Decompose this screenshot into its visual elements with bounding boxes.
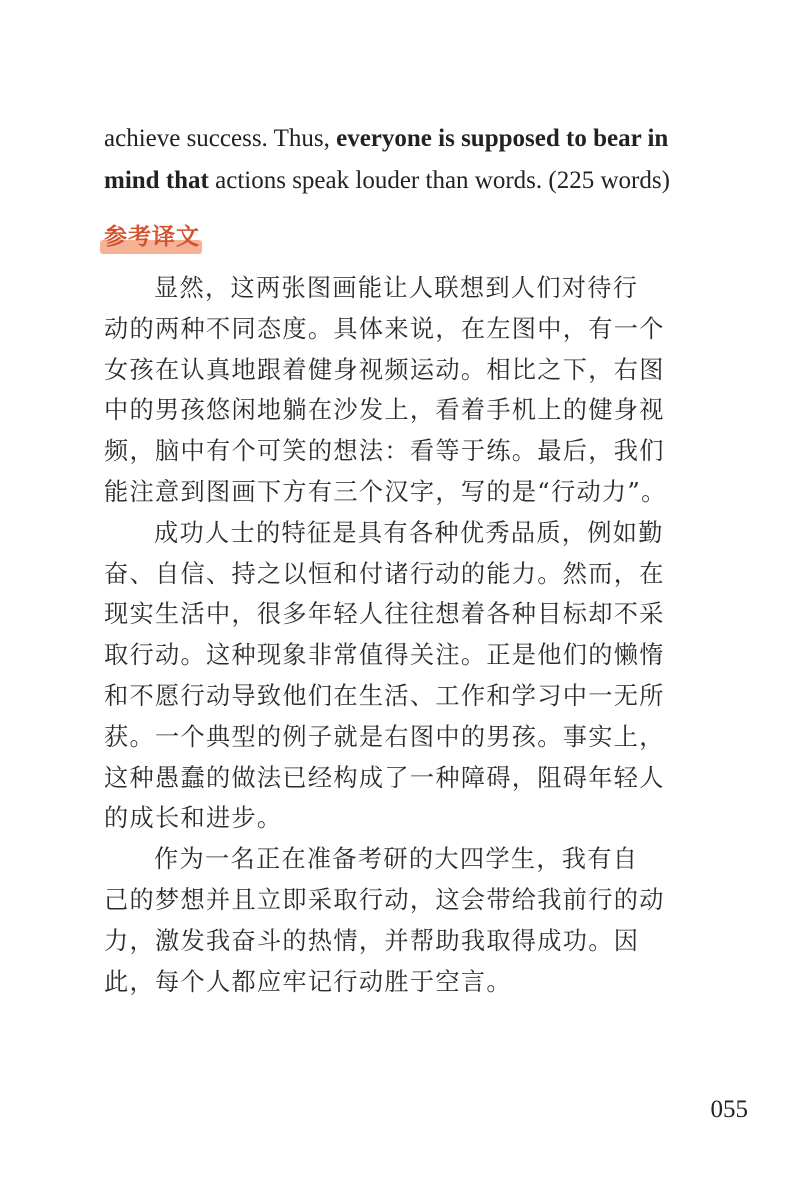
text-line: 取行动。这种现象非常值得关注。正是他们的懒惰 bbox=[104, 641, 665, 670]
section-heading bbox=[104, 222, 200, 252]
text-line: 力，激发我奋斗的热情，并帮助我取得成功。因 bbox=[104, 926, 640, 955]
text-line: 女孩在认真地跟着健身视频运动。相比之下，右图 bbox=[104, 355, 665, 384]
english-line-2-bold: mind that bbox=[104, 167, 209, 194]
text-line: 显然，这两张图画能让人联想到人们对待行 bbox=[154, 274, 639, 302]
text-line: 和不愿行动导致他们在生活、工作和学习中一无所 bbox=[104, 681, 665, 710]
page-number: 055 bbox=[710, 1096, 748, 1123]
text-line: 中的男孩悠闲地躺在沙发上，看着手机上的健身视 bbox=[104, 396, 665, 425]
paragraph-1 bbox=[104, 268, 704, 513]
text-line: 作为一名正在准备考研的大四学生，我有自 bbox=[154, 845, 639, 874]
text-line: 现实生活中，很多年轻人往往想着各种目标却不采 bbox=[104, 600, 665, 629]
text-line: 能注意到图画下方有三个汉字，写的是“行动力”。 bbox=[104, 477, 667, 506]
text-line: 获。一个典型的例子就是右图中的男孩。事实上， bbox=[104, 722, 665, 751]
heading-text: 参考译文 bbox=[104, 223, 200, 250]
english-line-1-bold: everyone is supposed to bear in bbox=[336, 125, 669, 152]
paragraph-2 bbox=[104, 513, 704, 839]
text-line: 成功人士的特征是具有各种优秀品质，例如勤 bbox=[154, 518, 664, 547]
text-line: 奋、自信、持之以恒和付诸行动的能力。然而，在 bbox=[104, 559, 665, 588]
english-essay-ending bbox=[104, 118, 704, 202]
english-line-1-normal: achieve success. Thus, bbox=[104, 125, 337, 152]
english-line-2 bbox=[104, 160, 704, 202]
text-line: 这种愚蠢的做法已经构成了一种障碍，阻碍年轻人 bbox=[104, 763, 665, 792]
english-line-1 bbox=[104, 118, 704, 160]
text-line: 此，每个人都应牢记行动胜于空言。 bbox=[104, 967, 512, 996]
chinese-translation bbox=[104, 268, 704, 1002]
text-line: 的成长和进步。 bbox=[104, 804, 283, 833]
text-line: 己的梦想并且立即采取行动，这会带给我前行的动 bbox=[104, 885, 665, 914]
text-line: 动的两种不同态度。具体来说，在左图中，有一个 bbox=[104, 314, 665, 343]
text-line: 频，脑中有个可笑的想法：看等于练。最后，我们 bbox=[104, 437, 665, 466]
english-line-2-normal: actions speak louder than words. (225 words) bbox=[208, 167, 670, 194]
paragraph-3 bbox=[104, 839, 704, 1002]
